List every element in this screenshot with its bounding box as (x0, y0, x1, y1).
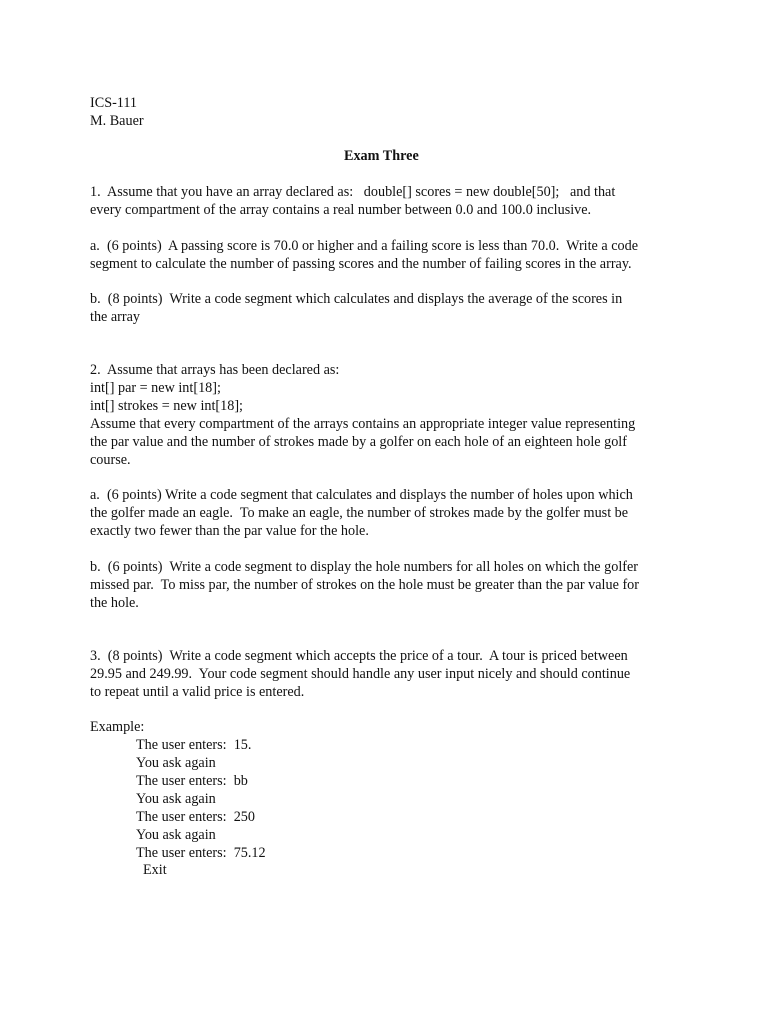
example-label: Example: (90, 719, 145, 735)
q3-line-3: to repeat until a valid price is entered. (90, 684, 305, 700)
example-line: You ask again (136, 827, 216, 843)
q1a-line-2: segment to calculate the number of passing scores and the number of failing scores in the array. (90, 256, 632, 272)
page-title: Exam Three (344, 148, 419, 164)
example-exit: Exit (143, 862, 167, 878)
q2b-line-2: missed par. To miss par, the number of strokes on the hole must be greater than the par value for (90, 577, 639, 593)
course-code: ICS-111 (90, 95, 138, 111)
example-line: The user enters: bb (136, 773, 248, 789)
q2a-line-2: the golfer made an eagle. To make an eagle, the number of strokes made by the golfer must be (90, 505, 629, 521)
q2a-line-3: exactly two fewer than the par value for the hole. (90, 523, 369, 539)
q1b-line-1: b. (8 points) Write a code segment which calculates and displays the average of the scores in (90, 291, 623, 307)
example-line: The user enters: 250 (136, 809, 255, 825)
q2-code-line-2: int[] strokes = new int[18]; (90, 398, 244, 414)
q3-line-1: 3. (8 points) Write a code segment which accepts the price of a tour. A tour is priced between (90, 648, 628, 664)
example-line: You ask again (136, 791, 216, 807)
q1-intro-line-1: 1. Assume that you have an array declared as: double[] scores = new double[50]; and that (90, 184, 616, 200)
q2a-line-1: a. (6 points) Write a code segment that calculates and displays the number of holes upon which (90, 487, 633, 503)
q2-desc-line-2: the par value and the number of strokes made by a golfer on each hole of an eighteen hole golf (90, 434, 627, 450)
q2-intro: 2. Assume that arrays has been declared as: (90, 362, 340, 378)
q1b-line-2: the array (90, 309, 141, 325)
q2-code-line-1: int[] par = new int[18]; (90, 380, 221, 396)
q2-desc-line-3: course. (90, 452, 131, 468)
q3-line-2: 29.95 and 249.99. Your code segment should handle any user input nicely and should continue (90, 666, 631, 682)
instructor-name: M. Bauer (90, 113, 144, 129)
q2-desc-line-1: Assume that every compartment of the arrays contains an appropriate integer value representing (90, 416, 636, 432)
example-line: You ask again (136, 755, 216, 771)
example-line: The user enters: 75.12 (136, 845, 266, 861)
q2b-line-1: b. (6 points) Write a code segment to display the hole numbers for all holes on which the golfer (90, 559, 639, 575)
q1a-line-1: a. (6 points) A passing score is 70.0 or higher and a failing score is less than 70.0. Write a code (90, 238, 639, 254)
q1-intro-line-2: every compartment of the array contains a real number between 0.0 and 100.0 inclusive. (90, 202, 592, 218)
example-line: The user enters: 15. (136, 737, 252, 753)
q2b-line-3: the hole. (90, 595, 139, 611)
